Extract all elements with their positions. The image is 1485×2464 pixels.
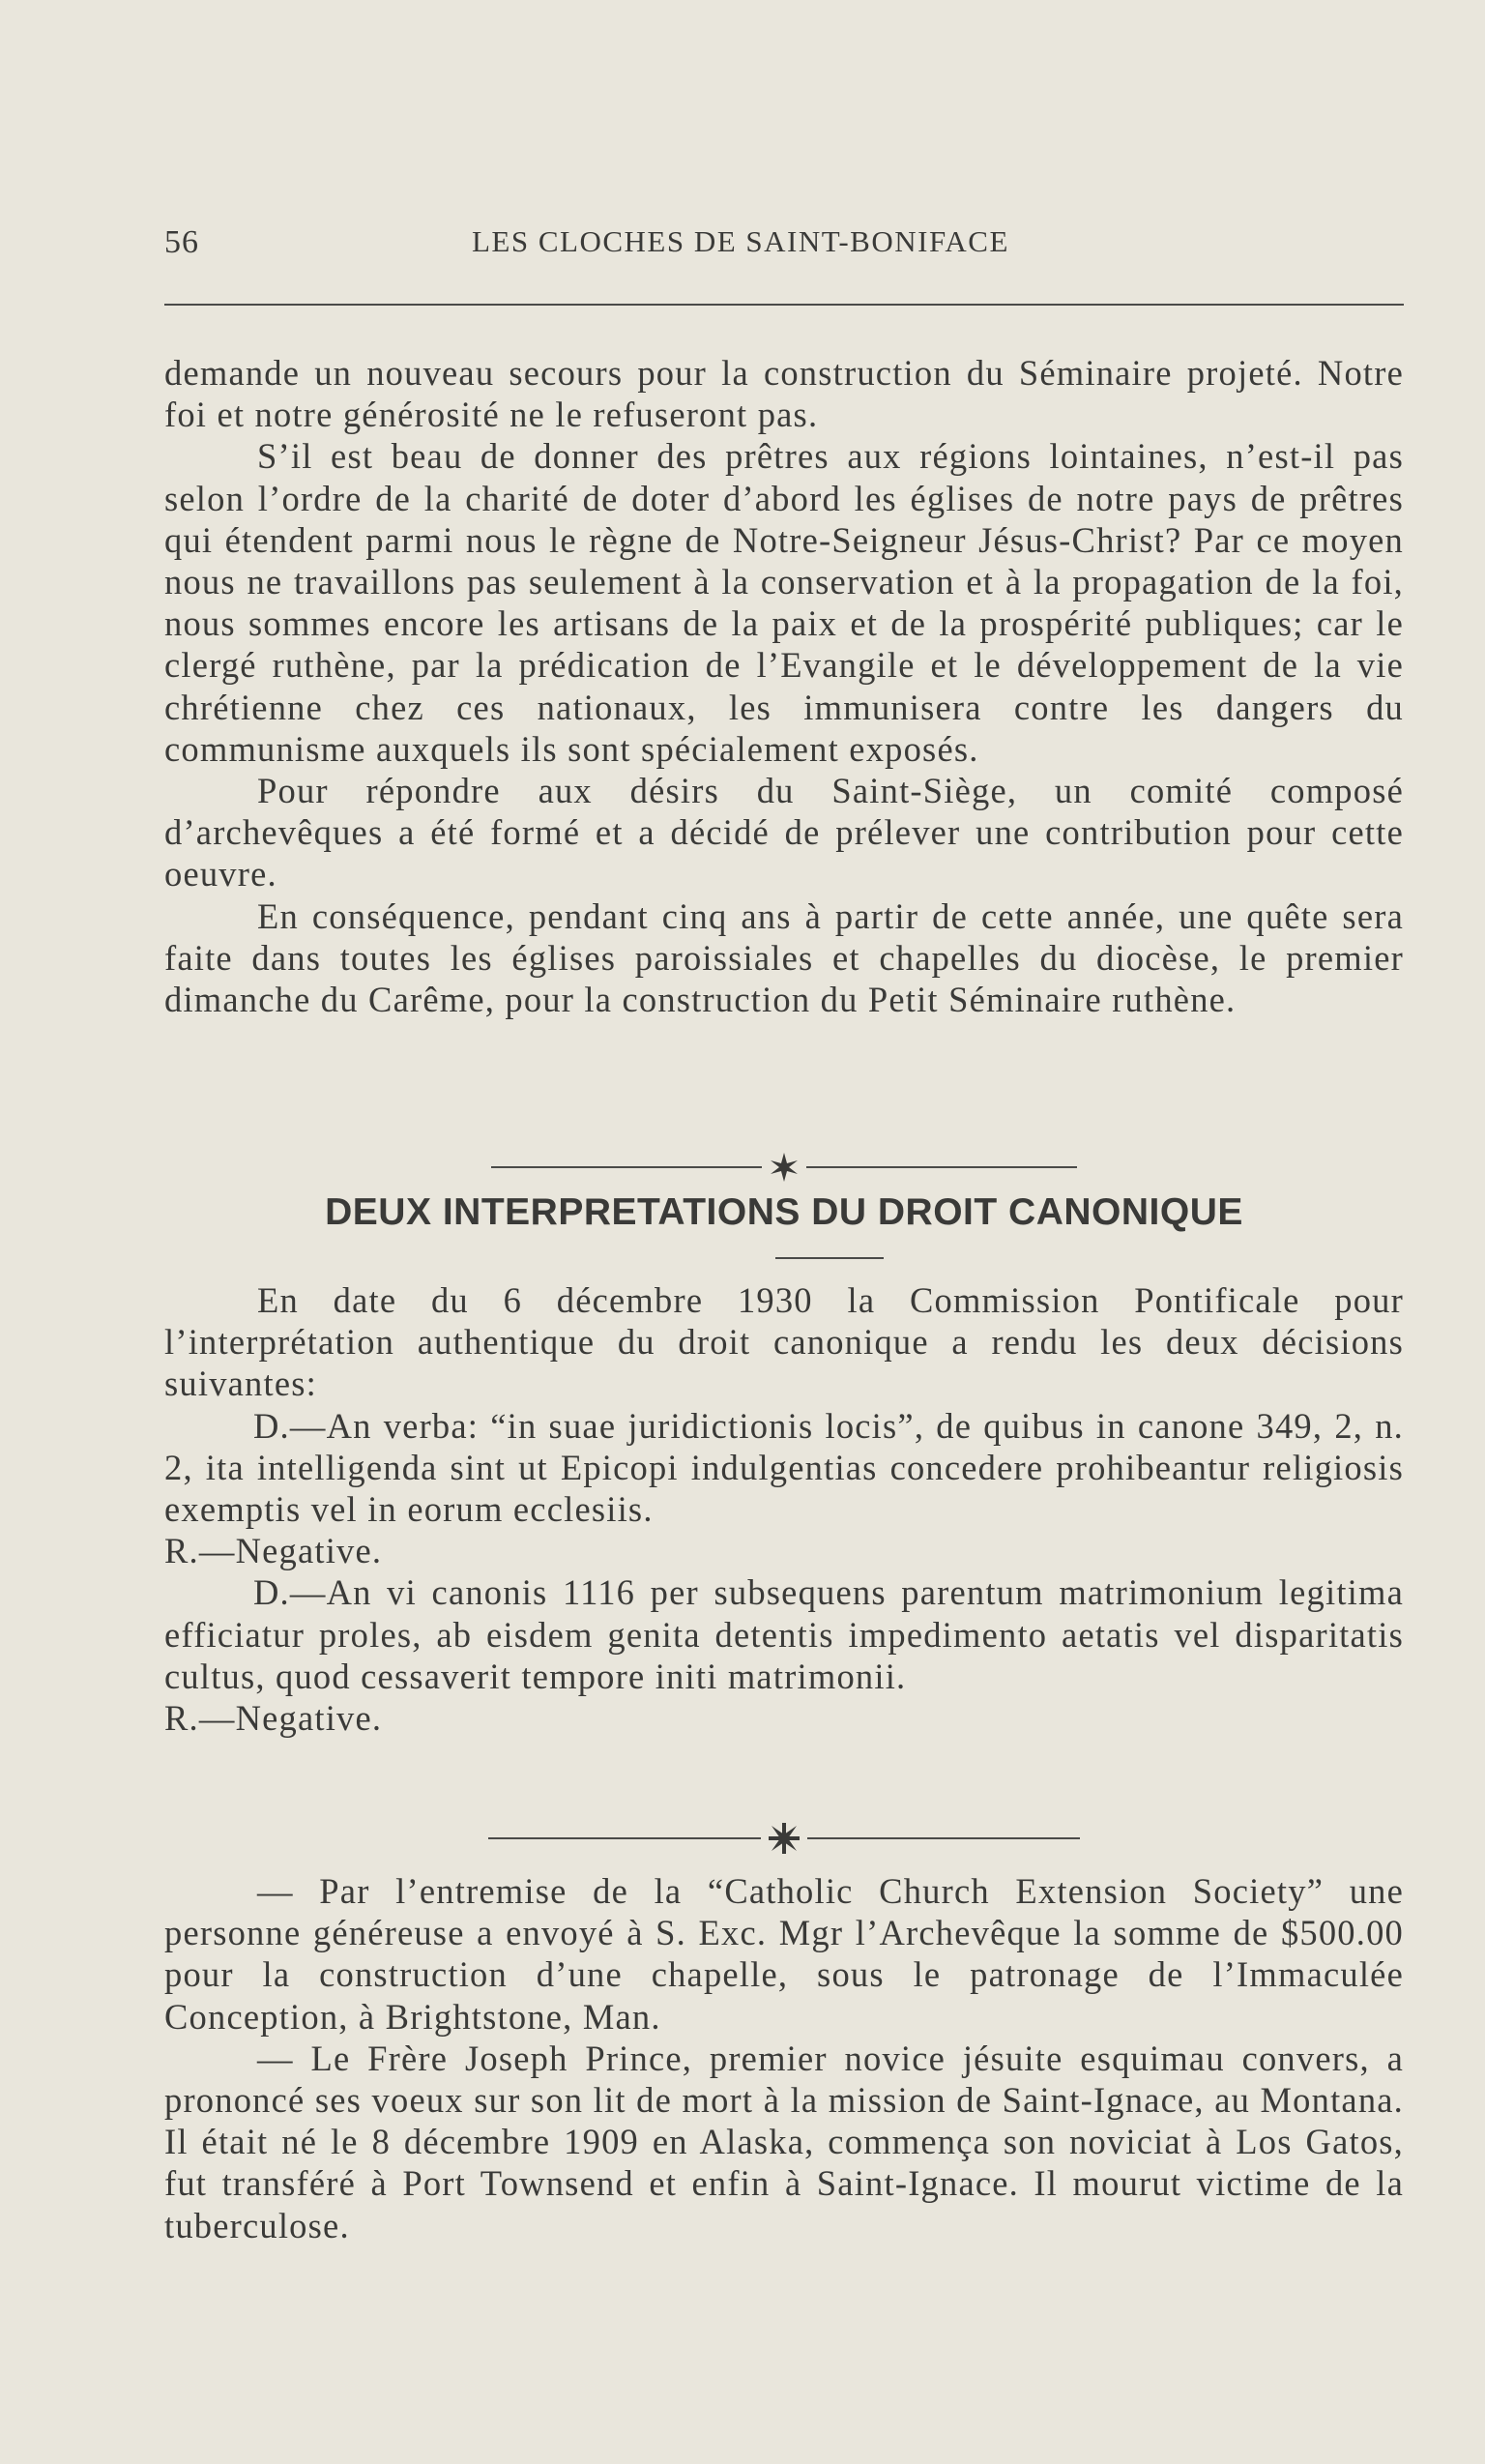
divider-line xyxy=(806,1166,1077,1168)
section-divider xyxy=(164,1821,1404,1856)
cross-pattee-icon xyxy=(768,1151,801,1184)
maltese-cross-icon xyxy=(767,1821,801,1856)
news-note: — Le Frère Joseph Prince, premier novice jésuite esquimau convers, a prononcé ses voeux sur son lit de mort à la mission de Saint-Ignace, au Montana. Il était né le 8 décembre 1909 en Alaska, commença son noviciat à Los Gatos, fut transféré à Port Townsend et enfin à Saint-Ignace. Il mourut victime de la tuberculose. xyxy=(164,2038,1404,2245)
page-header xyxy=(164,224,1404,273)
news-notes xyxy=(164,1870,1404,2246)
answer: R.—Negative. xyxy=(164,1531,383,1571)
question: D.—An vi canonis 1116 per subsequens parentum matrimonium legitima efficiatur proles, ab eisdem genita detentis impedimento aetatis vel disparitatis cultus, quod cessaverit tempore initi matrimonii. xyxy=(164,1572,1404,1696)
divider-line xyxy=(491,1166,762,1168)
paragraph: S’il est beau de donner des prêtres aux régions lointaines, n’est-il pas selon l’ordre de la charité de doter d’abord les églises de notre pays de prêtres qui étendent parmi nous le règne de Notre-Seigneur Jésus-Christ? Par ce moyen nous ne travaillons pas seulement à la conservation et à la propagation de la foi, nous sommes encore les artisans de la paix et de la prospérité publiques; car le clergé ruthène, par la prédication de l’Evangile et le développement de la vie chrétienne chez ces nationaux, les immunisera contre les dangers du communisme auxquels ils sont spécialement exposés. xyxy=(164,436,1404,769)
canon-law-section xyxy=(164,1279,1404,1739)
section-divider xyxy=(164,1151,1404,1184)
paragraph: demande un nouveau secours pour la construction du Séminaire projeté. Notre foi et notre générosité ne le refuseront pas. xyxy=(164,353,1404,435)
page-number: 56 xyxy=(164,224,199,260)
heading-underline xyxy=(775,1257,884,1259)
running-title: LES CLOCHES DE SAINT-BONIFACE xyxy=(472,224,1009,258)
divider-line xyxy=(807,1837,1080,1839)
section-heading: DEUX INTERPRETATIONS DU DROIT CANONIQUE xyxy=(325,1191,1243,1233)
divider-line xyxy=(488,1837,761,1839)
section-intro: En date du 6 décembre 1930 la Commission Pontificale pour l’interprétation authentique du droit canonique a rendu les deux décisions suivantes: xyxy=(164,1280,1404,1404)
paragraph: Pour répondre aux désirs du Saint-Siège, un comité composé d’archevêques a été formé et a décidé de prélever une contribution pour cette oeuvre. xyxy=(164,771,1404,895)
news-note: — Par l’entremise de la “Catholic Church Extension Society” une personne généreuse a envoyé à S. Exc. Mgr l’Archevêque la somme de $500.00 pour la construction d’une chapelle, sous le patronage de l’Immaculée Conception, à Brightstone, Man. xyxy=(164,1871,1404,2037)
article-continued xyxy=(164,352,1404,1020)
paragraph: En conséquence, pendant cinq ans à partir de cette année, une quête sera faite dans toutes les églises paroissiales et chapelles du diocèse, le premier dimanche du Carême, pour la construction du Petit Séminaire ruthène. xyxy=(164,895,1404,1020)
question: D.—An verba: “in suae juridictionis locis”, de quibus in canone 349, 2, n. 2, ita intelligenda sint ut Epicopi indulgentias concedere prohibeantur religiosis exemptis vel in eorum ecclesiis. xyxy=(164,1405,1404,1530)
header-rule xyxy=(164,304,1404,306)
answer: R.—Negative. xyxy=(164,1698,383,1739)
page xyxy=(164,0,1404,2464)
